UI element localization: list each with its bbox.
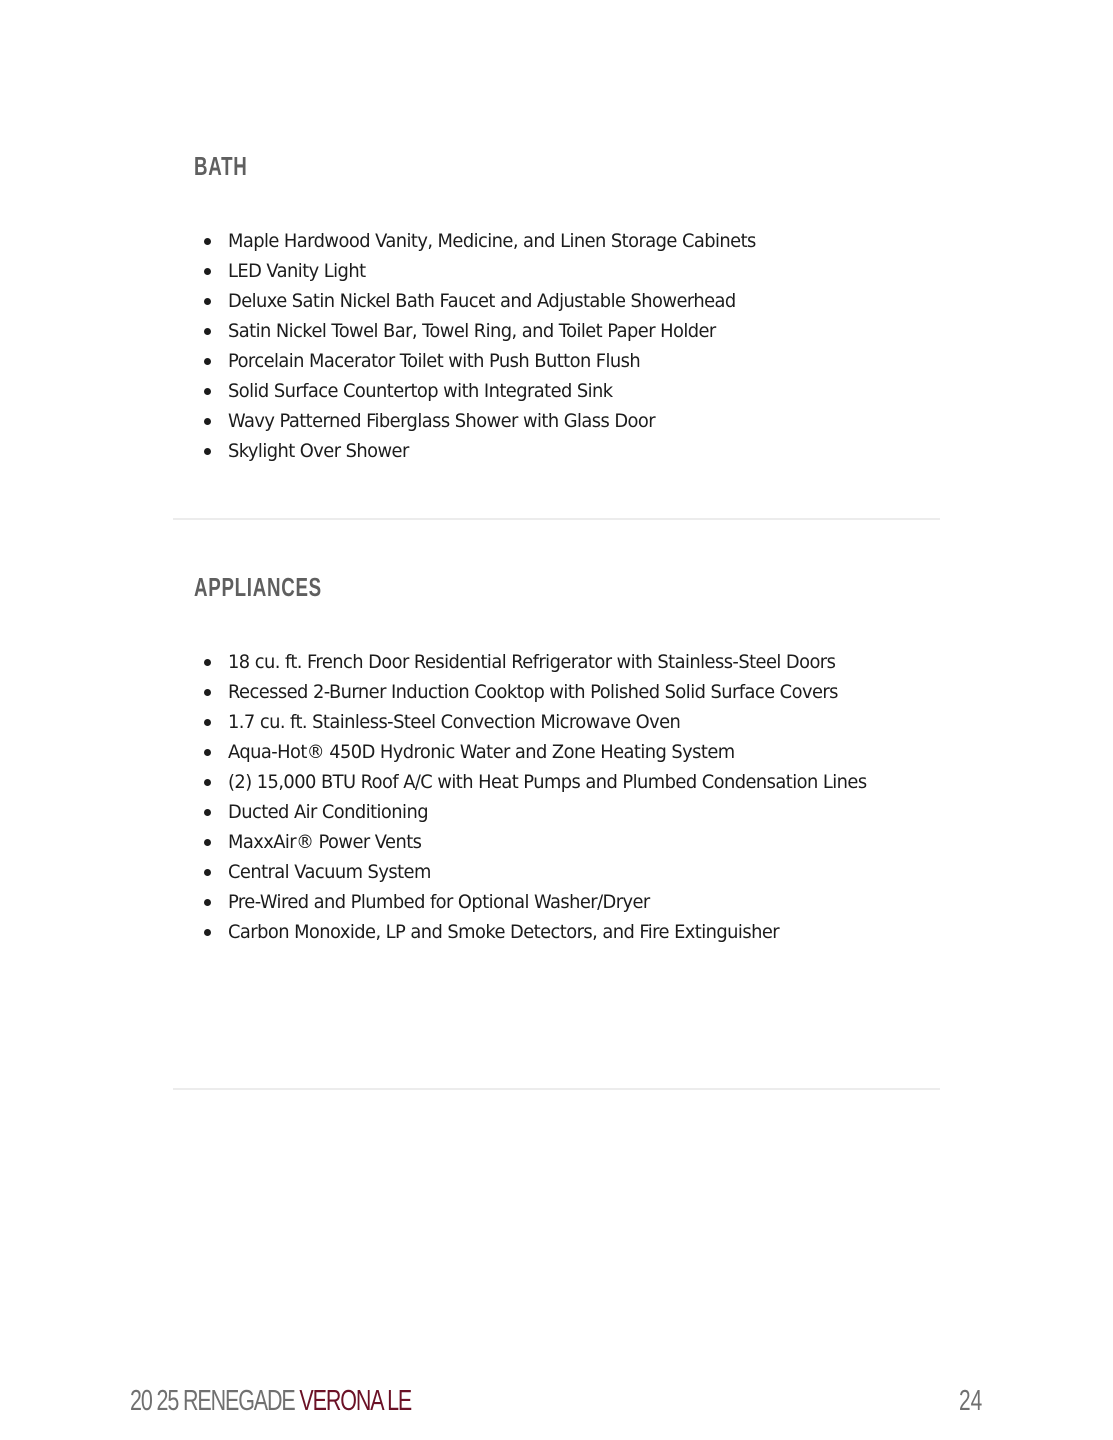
list-item-text: Satin Nickel Towel Bar, Towel Ring, and Toilet Paper Holder [228,320,716,342]
section-heading-appliances: APPLIANCES [194,572,322,602]
list-item-text: Ducted Air Conditioning [228,801,428,823]
bullet-icon [204,719,211,726]
list-item [200,256,920,286]
list-item [200,376,920,406]
list-item-text: Carbon Monoxide, LP and Smoke Detectors, and Fire Extinguisher [228,921,780,943]
bullet-icon [204,448,211,455]
bullet-icon [204,689,211,696]
list-item [200,436,920,466]
list-item-text: Deluxe Satin Nickel Bath Faucet and Adjustable Showerhead [228,290,736,312]
section-divider [173,518,940,520]
footer-brand: RENEGADE [183,1385,295,1417]
footer-document-title [130,1384,411,1418]
bullet-icon [204,328,211,335]
list-item-text: Porcelain Macerator Toilet with Push Button Flush [228,350,641,372]
list-item [200,316,920,346]
list-item [200,346,920,376]
list-item-text: (2) 15,000 BTU Roof A/C with Heat Pumps and Plumbed Condensation Lines [228,771,867,793]
list-item-text: Pre-Wired and Plumbed for Optional Washer/Dryer [228,891,650,913]
list-item-text: Central Vacuum System [228,861,431,883]
list-item-text: Aqua-Hot® 450D Hydronic Water and Zone Heating System [228,741,735,763]
list-item-text: 18 cu. ft. French Door Residential Refrigerator with Stainless-Steel Doors [228,651,836,673]
bullet-icon [204,809,211,816]
section-divider [173,1088,940,1090]
list-item [200,226,920,256]
list-item [200,857,920,887]
list-item [200,737,920,767]
bullet-icon [204,298,211,305]
appliances-feature-list [200,647,920,947]
list-item [200,677,920,707]
bullet-icon [204,779,211,786]
list-item [200,647,920,677]
bullet-icon [204,659,211,666]
bullet-icon [204,238,211,245]
list-item [200,707,920,737]
list-item-text: Skylight Over Shower [228,440,409,462]
list-item [200,797,920,827]
bullet-icon [204,418,211,425]
list-item-text: MaxxAir® Power Vents [228,831,422,853]
list-item-text: 1.7 cu. ft. Stainless-Steel Convection Microwave Oven [228,711,681,733]
bullet-icon [204,268,211,275]
list-item-text: LED Vanity Light [228,260,366,282]
list-item-text: Wavy Patterned Fiberglass Shower with Glass Door [228,410,656,432]
bullet-icon [204,388,211,395]
bullet-icon [204,899,211,906]
footer-model: VERONA LE [299,1385,412,1417]
bullet-icon [204,869,211,876]
bullet-icon [204,749,211,756]
section-heading-bath: BATH [194,151,248,181]
list-item [200,917,920,947]
list-item [200,406,920,436]
list-item-text: Recessed 2-Burner Induction Cooktop with Polished Solid Surface Covers [228,681,838,703]
bullet-icon [204,839,211,846]
list-item [200,767,920,797]
list-item-text: Maple Hardwood Vanity, Medicine, and Linen Storage Cabinets [228,230,756,252]
list-item [200,887,920,917]
list-item [200,827,920,857]
bath-feature-list [200,226,920,466]
list-item [200,286,920,316]
list-item-text: Solid Surface Countertop with Integrated Sink [228,380,613,402]
bullet-icon [204,929,211,936]
page-number: 24 [959,1385,983,1417]
bullet-icon [204,358,211,365]
footer-year: 20 25 [130,1385,179,1417]
